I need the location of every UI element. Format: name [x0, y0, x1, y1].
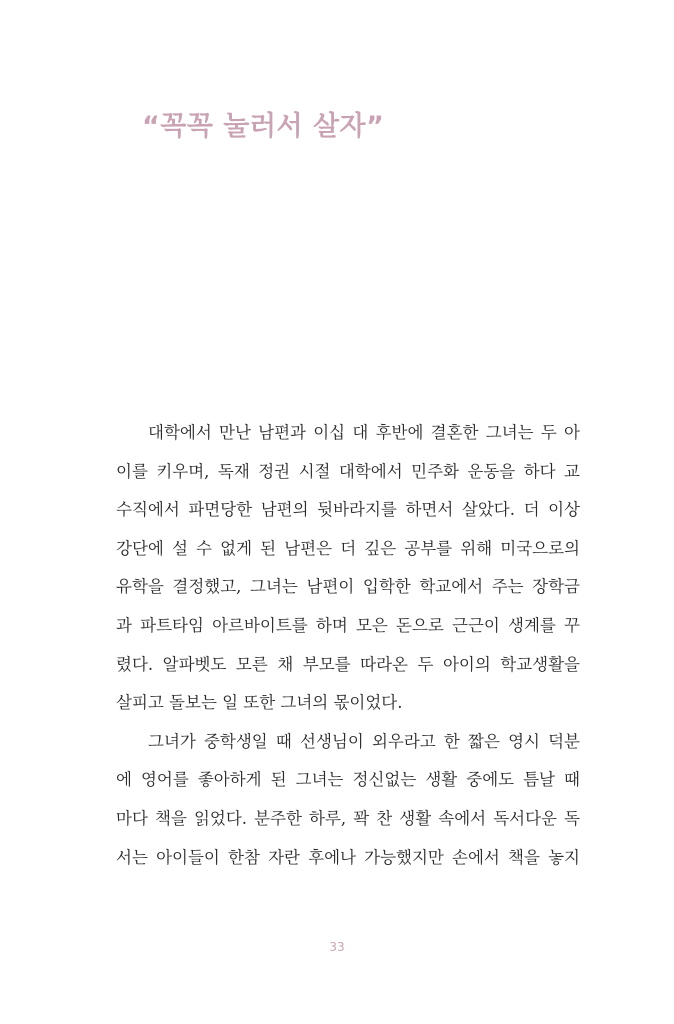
page-number: 33 [329, 940, 345, 954]
paragraph-2-line-3: 마다 책을 읽었다. 분주한 하루, 꽉 찬 생활 속에서 독서다운 독 [116, 808, 580, 828]
paragraph-2-line-2: 에 영어를 좋아하게 된 그녀는 정신없는 생활 중에도 틈날 때 [116, 770, 580, 790]
chapter-title: “꼭꼭 눌러서 살자” [142, 111, 385, 142]
paragraph-1-line-4: 강단에 설 수 없게 된 남편은 더 깊은 공부를 위해 미국으로의 [116, 538, 580, 558]
paragraph-1-line-3: 수직에서 파면당한 남편의 뒷바라지를 하면서 살았다. 더 이상 [116, 500, 580, 520]
paragraph-1-line-5: 유학을 결정했고, 그녀는 남편이 입학한 학교에서 주는 장학금 [116, 577, 580, 597]
paragraph-1-line-2: 이를 키우며, 독재 정권 시절 대학에서 민주화 운동을 하다 교 [116, 461, 580, 481]
paragraph-2-line-4: 서는 아이들이 한참 자란 후에나 가능했지만 손에서 책을 놓지 [116, 847, 580, 867]
paragraph-1-line-1: 대학에서 만난 남편과 이십 대 후반에 결혼한 그녀는 두 아 [148, 423, 580, 442]
paragraph-1-line-7: 렸다. 알파벳도 모른 채 부모를 따라온 두 아이의 학교생활을 [116, 654, 580, 674]
paragraph-2-line-1: 그녀가 중학생일 때 선생님이 외우라고 한 짧은 영시 덕분 [148, 731, 580, 751]
paragraph-1-line-8: 살피고 돌보는 일 또한 그녀의 몫이었다. [116, 693, 403, 713]
paragraph-1-line-6: 과 파트타임 아르바이트를 하며 모은 돈으로 근근이 생계를 꾸 [116, 615, 580, 635]
body-text [116, 414, 580, 877]
